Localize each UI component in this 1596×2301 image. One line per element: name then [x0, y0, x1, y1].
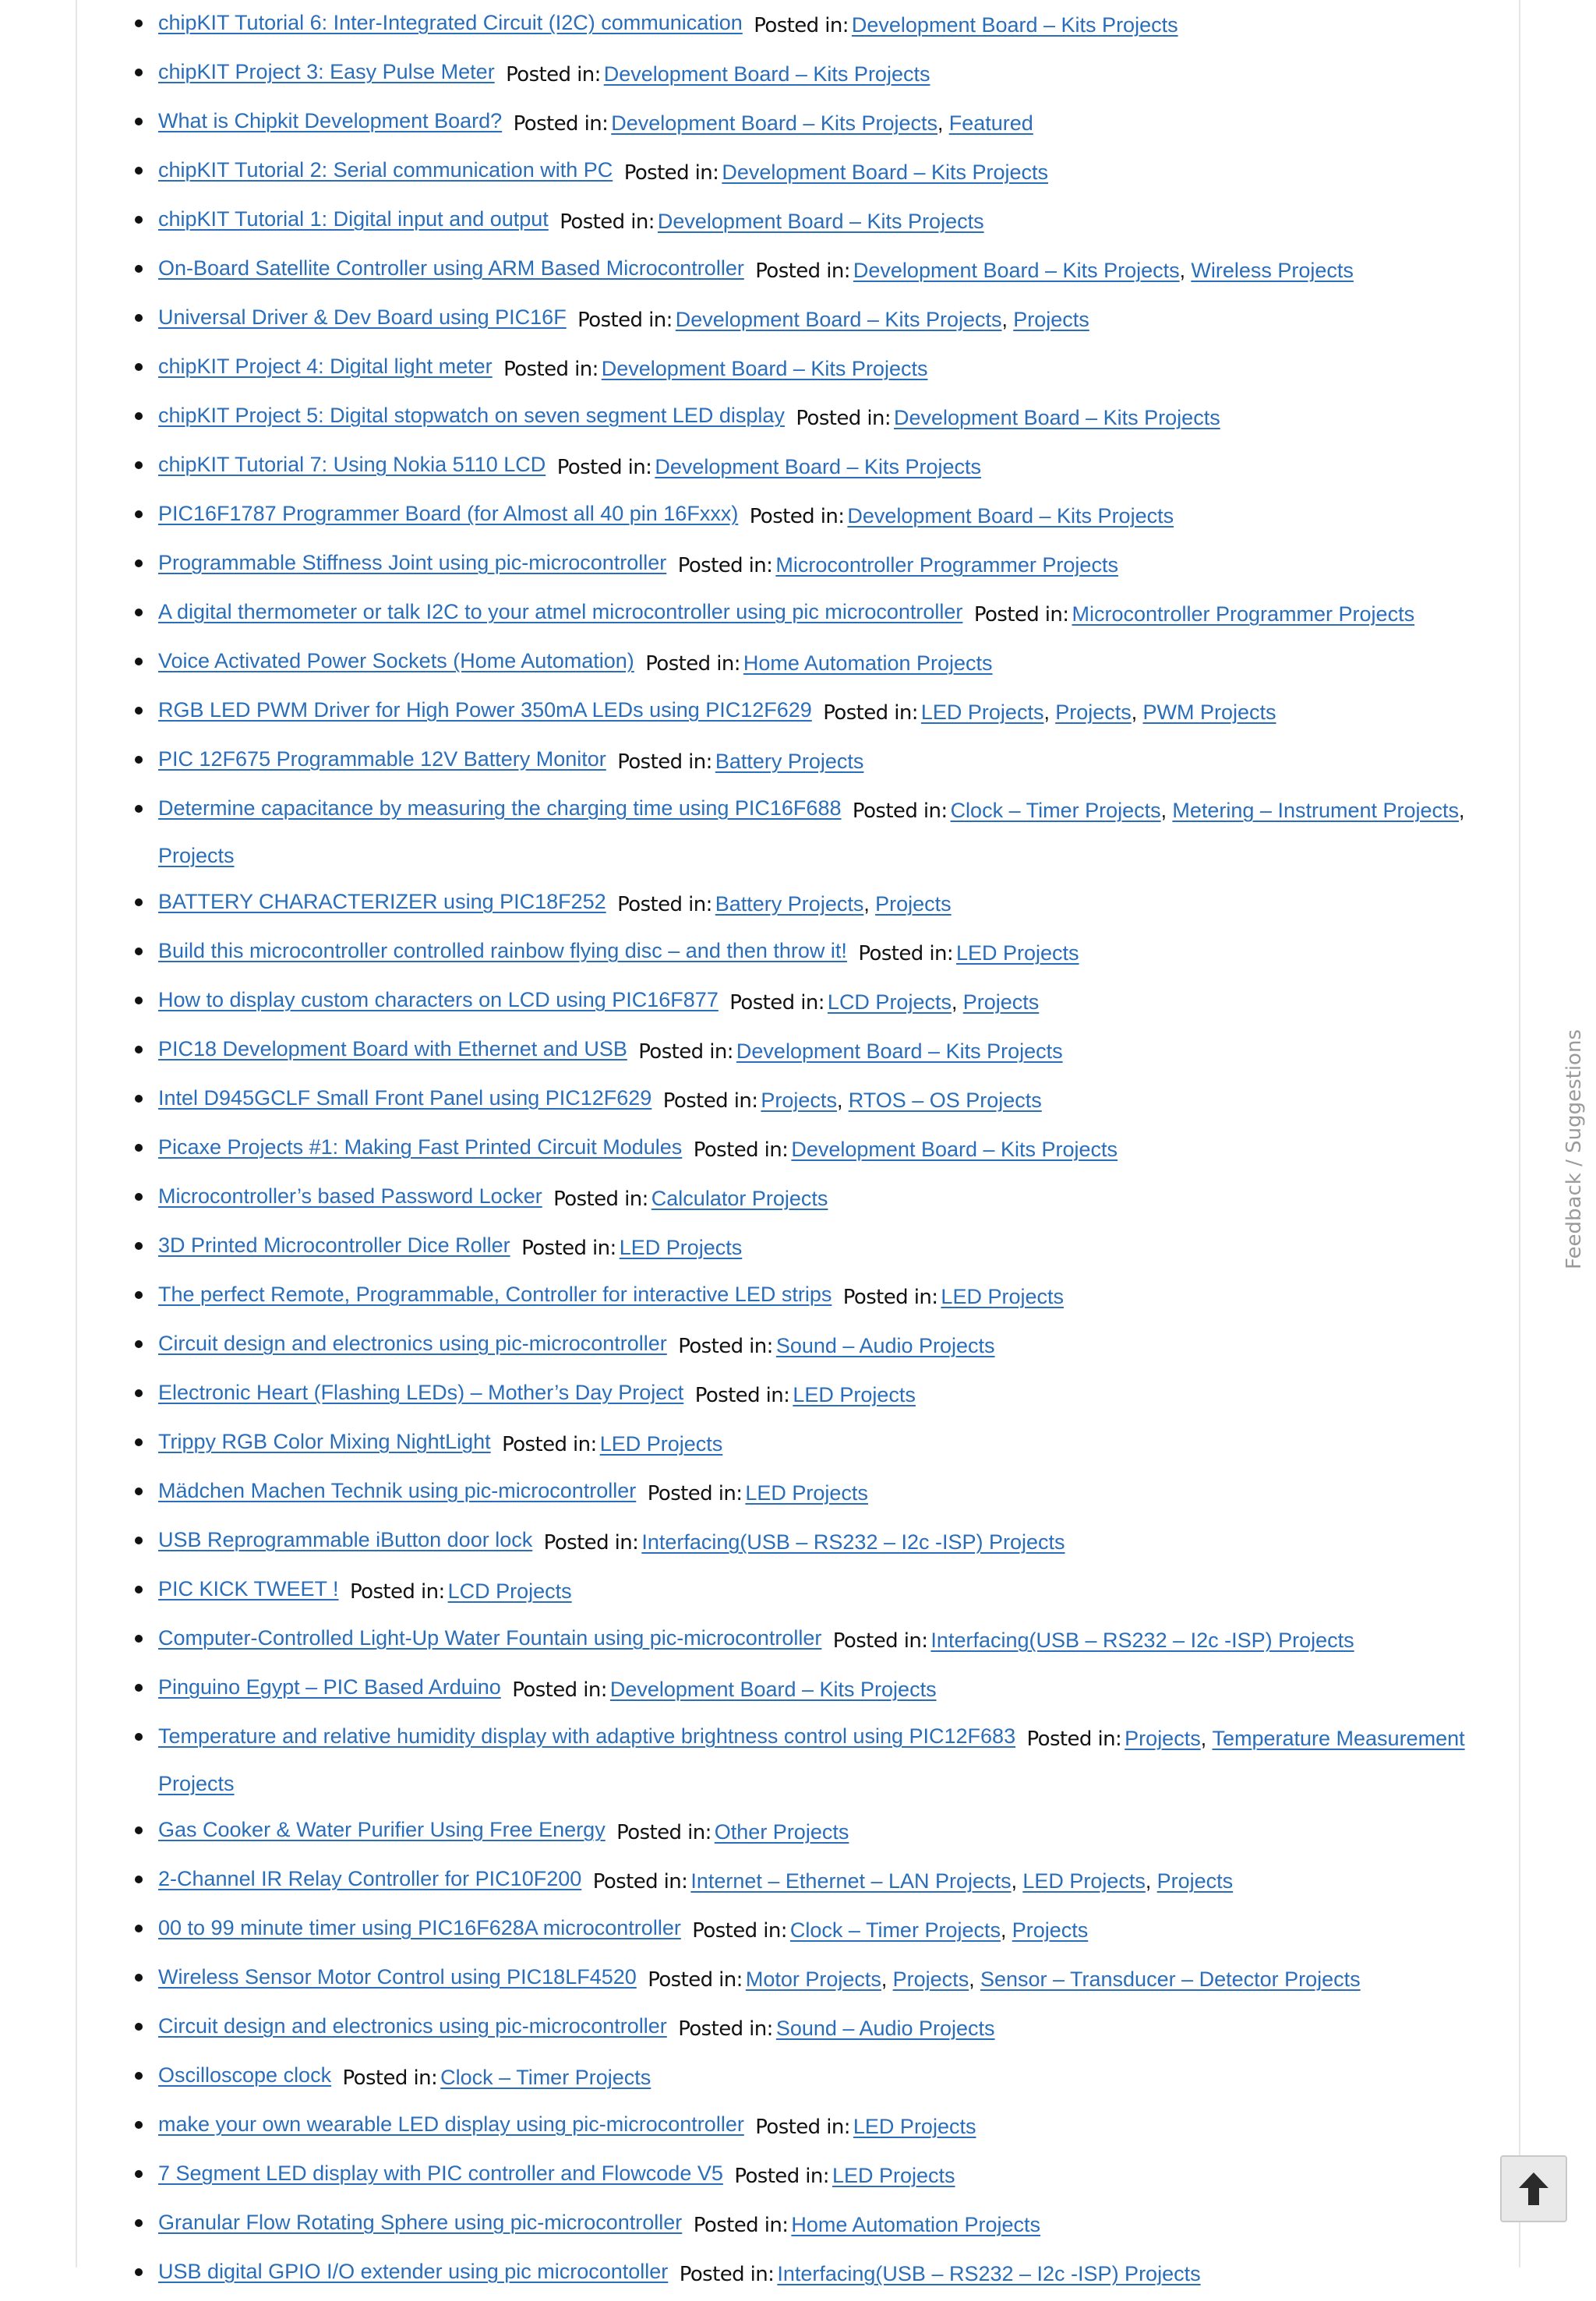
category-link[interactable]: Featured: [948, 111, 1033, 135]
posted-in-label: Posted in:: [506, 63, 601, 86]
posted-in-label: Posted in:: [755, 2116, 850, 2139]
category-link[interactable]: LED Projects: [599, 1432, 723, 1456]
category-separator: ,: [1011, 1869, 1023, 1893]
posted-in-label: Posted in:: [349, 1580, 445, 1604]
posted-in-label: Posted in:: [623, 161, 719, 185]
posted-in-label: Posted in:: [616, 1821, 711, 1844]
post-list-item: [158, 396, 1483, 441]
category-link[interactable]: Interfacing(USB – RS232 – I2c -ISP) Projects: [777, 2262, 1201, 2285]
category-link[interactable]: Development Board – Kits Projects: [722, 161, 1049, 184]
post-title-link[interactable]: RGB LED PWM Driver for High Power 350mA LEDs using PIC12F629: [158, 698, 812, 722]
posted-in-label: Posted in:: [678, 1335, 773, 1358]
posted-in-label: Posted in:: [694, 1384, 790, 1407]
post-list-item: [158, 1422, 1483, 1467]
category-separator: ,: [863, 892, 876, 916]
post-list-item: [158, 980, 1483, 1025]
category-link[interactable]: Development Board – Kits Projects: [894, 406, 1220, 429]
post-list-item: [158, 931, 1483, 976]
posted-in-label: Posted in:: [832, 1629, 928, 1653]
category-separator: ,: [1043, 701, 1056, 724]
posted-in-label: Posted in:: [556, 456, 652, 479]
post-title-link[interactable]: Programmable Stiffness Joint using pic-microcontroller: [158, 551, 667, 574]
post-list-item: [158, 1908, 1483, 1953]
category-link[interactable]: Development Board – Kits Projects: [791, 1138, 1118, 1161]
posted-in-label: Posted in:: [729, 991, 824, 1015]
category-link[interactable]: Other Projects: [714, 1820, 849, 1844]
posted-in-label: Posted in:: [645, 652, 740, 676]
category-link[interactable]: Projects: [1055, 701, 1132, 724]
post-title-link[interactable]: USB Reprogrammable iButton door lock: [158, 1528, 533, 1551]
category-link[interactable]: Motor Projects: [745, 1967, 881, 1991]
post-list-item: [158, 739, 1483, 785]
posted-in-label: Posted in:: [1026, 1728, 1122, 1751]
posted-in-label: Posted in:: [734, 2165, 829, 2188]
post-list-item: [158, 150, 1483, 196]
post-list-item: [158, 1029, 1483, 1075]
category-link[interactable]: Development Board – Kits Projects: [675, 308, 1002, 331]
category-link[interactable]: Home Automation Projects: [743, 651, 993, 675]
post-list-item: [158, 199, 1483, 245]
category-link[interactable]: Projects: [158, 844, 235, 867]
post-list-item: [158, 1569, 1483, 1615]
category-link[interactable]: Home Automation Projects: [791, 2213, 1041, 2236]
post-list-item: [158, 1078, 1483, 1124]
posted-in-label: Posted in:: [560, 210, 655, 234]
post-list: [158, 3, 1483, 2301]
category-separator: ,: [1160, 799, 1173, 822]
category-link[interactable]: Projects: [1012, 1918, 1089, 1942]
posted-in-label: Posted in:: [617, 893, 712, 916]
category-link[interactable]: Projects: [1156, 1869, 1234, 1893]
post-title-link[interactable]: Universal Driver & Dev Board using PIC16F: [158, 305, 567, 329]
post-list-item: [158, 882, 1483, 927]
category-link[interactable]: Temperature Measurement Projects: [158, 1727, 1465, 1795]
posted-in-label: Posted in:: [693, 1138, 789, 1162]
post-list-item: [158, 445, 1483, 490]
post-title-link[interactable]: 2-Channel IR Relay Controller for PIC10F200: [158, 1867, 582, 1890]
post-title-link[interactable]: On-Board Satellite Controller using ARM Based Microcontroller: [158, 256, 744, 280]
post-list-item: [158, 1226, 1483, 1271]
posted-in-label: Posted in:: [543, 1531, 639, 1555]
category-separator: ,: [1200, 1727, 1213, 1750]
post-title-link[interactable]: 7 Segment LED display with PIC controller and Flowcode V5: [158, 2162, 723, 2185]
post-title-link[interactable]: Voice Activated Power Sockets (Home Automation): [158, 649, 634, 672]
category-separator: ,: [1000, 1918, 1012, 1942]
post-list-item: [158, 2105, 1483, 2150]
post-title-link[interactable]: Build this microcontroller controlled rainbow flying disc – and then throw it!: [158, 939, 847, 962]
post-title-link[interactable]: Computer-Controlled Light-Up Water Fountain using pic-microcontroller: [158, 1626, 822, 1650]
posted-in-label: Posted in:: [678, 2017, 773, 2041]
post-title-link[interactable]: Gas Cooker & Water Purifier Using Free Energy: [158, 1818, 606, 1841]
posted-in-label: Posted in:: [617, 750, 712, 774]
posted-in-label: Posted in:: [502, 1433, 597, 1456]
post-title-link[interactable]: What is Chipkit Development Board?: [158, 109, 503, 132]
post-title-link[interactable]: 3D Printed Microcontroller Dice Roller: [158, 1233, 510, 1257]
post-list-item: [158, 592, 1483, 637]
category-link[interactable]: Battery Projects: [715, 892, 864, 916]
category-link[interactable]: LCD Projects: [447, 1579, 572, 1603]
post-title-link[interactable]: PIC16F1787 Programmer Board (for Almost all 40 pin 16Fxxx): [158, 502, 739, 525]
category-link[interactable]: Sound – Audio Projects: [775, 1334, 995, 1357]
category-separator: ,: [836, 1089, 849, 1112]
post-list-item: [158, 1324, 1483, 1369]
posted-in-label: Posted in:: [638, 1040, 733, 1064]
post-list-item: [158, 3, 1483, 48]
category-link[interactable]: Development Board – Kits Projects: [655, 455, 982, 478]
category-separator: ,: [881, 1967, 893, 1991]
category-link[interactable]: Microcontroller Programmer Projects: [1072, 602, 1415, 626]
post-title-link[interactable]: BATTERY CHARACTERIZER using PIC18F252: [158, 890, 606, 913]
post-list-item: [158, 2252, 1483, 2297]
post-title-link[interactable]: PIC18 Development Board with Ethernet and USB: [158, 1037, 627, 1061]
post-title-link[interactable]: Mädchen Machen Technik using pic-microcontroller: [158, 1479, 637, 1502]
post-list-item: [158, 1373, 1483, 1418]
post-list-item: [158, 2056, 1483, 2101]
category-link[interactable]: LED Projects: [745, 1481, 868, 1505]
posted-in-label: Posted in:: [521, 1237, 616, 1260]
posted-in-label: Posted in:: [342, 2066, 438, 2090]
post-title-link[interactable]: Pinguino Egypt – PIC Based Arduino: [158, 1675, 501, 1699]
posted-in-label: Posted in:: [662, 1089, 758, 1113]
posted-in-label: Posted in:: [679, 2263, 775, 2286]
category-link[interactable]: Wireless Projects: [1191, 259, 1354, 282]
category-link[interactable]: Sensor – Transducer – Detector Projects: [980, 1967, 1361, 1991]
posted-in-label: Posted in:: [842, 1286, 938, 1309]
category-separator: ,: [1001, 308, 1014, 331]
category-link[interactable]: Projects: [1013, 308, 1089, 331]
category-link[interactable]: Projects: [875, 892, 952, 916]
category-separator: ,: [951, 990, 963, 1014]
category-link[interactable]: Development Board – Kits Projects: [611, 111, 937, 135]
post-title-link[interactable]: Trippy RGB Color Mixing NightLight: [158, 1430, 491, 1453]
category-link[interactable]: Interfacing(USB – RS232 – I2c -ISP) Projects: [641, 1530, 1065, 1554]
category-link[interactable]: Clock – Timer Projects: [789, 1918, 1001, 1942]
category-link[interactable]: Development Board – Kits Projects: [847, 504, 1174, 528]
category-link[interactable]: Projects: [892, 1967, 969, 1991]
post-title-link[interactable]: chipKIT Tutorial 1: Digital input and output: [158, 207, 549, 231]
post-list-item: [158, 1618, 1483, 1664]
post-title-link[interactable]: chipKIT Project 3: Easy Pulse Meter: [158, 60, 495, 83]
feedback-tab[interactable]: [1557, 1029, 1591, 1269]
post-title-link[interactable]: Microcontroller’s based Password Locker: [158, 1184, 542, 1208]
post-title-link[interactable]: chipKIT Tutorial 6: Inter-Integrated Circuit (I2C) communication: [158, 11, 743, 34]
posted-in-label: Posted in:: [677, 554, 773, 577]
category-separator: ,: [1179, 259, 1192, 282]
post-title-link[interactable]: Oscilloscope clock: [158, 2063, 332, 2087]
category-link[interactable]: LED Projects: [619, 1236, 743, 1259]
post-list-item: [158, 1717, 1483, 1806]
category-separator: ,: [1145, 1869, 1157, 1893]
category-link[interactable]: Development Board – Kits Projects: [853, 259, 1180, 282]
category-separator: ,: [1459, 799, 1465, 822]
posted-in-label: Posted in:: [553, 1188, 648, 1211]
category-link[interactable]: Development Board – Kits Projects: [657, 210, 984, 233]
posted-in-label: Posted in:: [648, 1968, 743, 1992]
arrow-up-icon: [1517, 2171, 1550, 2207]
category-link[interactable]: Projects: [761, 1089, 837, 1112]
posted-in-label: Posted in:: [693, 2214, 789, 2237]
post-list-item: [158, 347, 1483, 392]
category-link[interactable]: Projects: [962, 990, 1040, 1014]
posted-in-label: Posted in:: [823, 701, 918, 725]
post-list-item: [158, 298, 1483, 343]
post-list-item: [158, 1668, 1483, 1713]
category-link[interactable]: LED Projects: [956, 941, 1079, 965]
category-separator: ,: [1131, 701, 1143, 724]
category-link[interactable]: Internet – Ethernet – LAN Projects: [690, 1869, 1012, 1893]
post-list-item: [158, 789, 1483, 878]
category-link[interactable]: Development Board – Kits Projects: [603, 62, 930, 86]
feedback-label: Feedback / Suggestions: [1562, 1029, 1586, 1269]
posted-in-label: Posted in:: [858, 942, 953, 965]
post-list-item: [158, 249, 1483, 294]
category-separator: ,: [937, 111, 949, 135]
back-to-top-button[interactable]: [1500, 2155, 1567, 2222]
category-link[interactable]: Clock – Timer Projects: [950, 799, 1161, 822]
posted-in-label: Posted in:: [755, 259, 850, 283]
posted-in-label: Posted in:: [796, 407, 891, 430]
category-link[interactable]: RTOS – OS Projects: [848, 1089, 1042, 1112]
category-link[interactable]: PWM Projects: [1142, 701, 1276, 724]
posted-in-label: Posted in:: [577, 309, 673, 332]
category-link[interactable]: Development Board – Kits Projects: [601, 357, 928, 380]
post-list-item: [158, 1471, 1483, 1516]
post-title-link[interactable]: Granular Flow Rotating Sphere using pic-microcontroller: [158, 2211, 683, 2234]
category-link[interactable]: Development Board – Kits Projects: [851, 13, 1178, 37]
category-link[interactable]: LED Projects: [793, 1383, 916, 1406]
post-title-link[interactable]: USB digital GPIO I/O extender using pic microcontoller: [158, 2260, 669, 2283]
post-title-link[interactable]: chipKIT Tutorial 7: Using Nokia 5110 LCD: [158, 453, 546, 476]
post-list-item: [158, 543, 1483, 588]
post-title-link[interactable]: Determine capacitance by measuring the charging time using PIC16F688: [158, 796, 842, 820]
category-link[interactable]: Calculator Projects: [651, 1187, 828, 1210]
category-link[interactable]: Sound – Audio Projects: [775, 2017, 995, 2040]
post-list-item: [158, 494, 1483, 539]
posted-in-label: Posted in:: [647, 1482, 743, 1505]
post-title-link[interactable]: Picaxe Projects #1: Making Fast Printed Circuit Modules: [158, 1135, 683, 1159]
posted-in-label: Posted in:: [973, 603, 1069, 626]
posted-in-label: Posted in:: [749, 505, 845, 528]
post-list-item: [158, 101, 1483, 146]
post-list-item: [158, 1128, 1483, 1173]
post-title-link[interactable]: How to display custom characters on LCD using PIC16F877: [158, 988, 719, 1011]
post-title-link[interactable]: Electronic Heart (Flashing LEDs) – Mother’s Day Project: [158, 1381, 684, 1404]
post-title-link[interactable]: make your own wearable LED display using pic-microcontroller: [158, 2112, 744, 2136]
category-link[interactable]: Development Board – Kits Projects: [736, 1039, 1063, 1063]
post-list-item: [158, 641, 1483, 686]
post-title-link[interactable]: 00 to 99 minute timer using PIC16F628A microcontroller: [158, 1916, 681, 1939]
category-link[interactable]: Interfacing(USB – RS232 – I2c -ISP) Projects: [930, 1629, 1354, 1652]
posted-in-label: Posted in:: [692, 1919, 787, 1943]
post-title-link[interactable]: The perfect Remote, Programmable, Controller for interactive LED strips: [158, 1283, 832, 1306]
post-title-link[interactable]: chipKIT Project 5: Digital stopwatch on seven segment LED display: [158, 404, 785, 427]
category-link[interactable]: LED Projects: [1022, 1869, 1146, 1893]
post-list-item: [158, 2203, 1483, 2248]
posted-in-label: Posted in:: [754, 14, 849, 37]
category-link[interactable]: Microcontroller Programmer Projects: [775, 553, 1118, 577]
category-link[interactable]: Battery Projects: [715, 750, 864, 773]
post-list-item: [158, 1177, 1483, 1222]
post-title-link[interactable]: Wireless Sensor Motor Control using PIC18LF4520: [158, 1965, 637, 1989]
posted-in-label: Posted in:: [592, 1870, 688, 1893]
post-list-item: [158, 690, 1483, 736]
category-link[interactable]: Projects: [1125, 1727, 1201, 1750]
posted-in-label: Posted in:: [503, 358, 598, 381]
post-title-link[interactable]: chipKIT Project 4: Digital light meter: [158, 355, 493, 378]
post-title-link[interactable]: A digital thermometer or talk I2C to your atmel microcontroller using pic microcontroller: [158, 600, 963, 623]
post-list-item: [158, 2006, 1483, 2052]
category-link[interactable]: LCD Projects: [827, 990, 952, 1014]
posted-in-label: Posted in:: [513, 112, 609, 136]
post-list-item: [158, 52, 1483, 97]
posted-in-label: Posted in:: [852, 799, 948, 823]
category-link[interactable]: Metering – Instrument Projects: [1172, 799, 1460, 822]
category-link[interactable]: Development Board – Kits Projects: [609, 1678, 937, 1701]
category-link[interactable]: LED Projects: [920, 701, 1044, 724]
post-title-link[interactable]: PIC 12F675 Programmable 12V Battery Monitor: [158, 747, 606, 771]
post-title-link[interactable]: Circuit design and electronics using pic-microcontroller: [158, 2014, 667, 2038]
category-link[interactable]: Clock – Timer Projects: [440, 2066, 651, 2089]
category-separator: ,: [969, 1967, 980, 1991]
post-title-link[interactable]: PIC KICK TWEET !: [158, 1577, 339, 1600]
post-title-link[interactable]: Temperature and relative humidity display with adaptive brightness control using PIC12F683: [158, 1724, 1016, 1748]
category-link[interactable]: LED Projects: [941, 1285, 1064, 1308]
post-list-item: [158, 1520, 1483, 1565]
post-title-link[interactable]: Circuit design and electronics using pic-microcontroller: [158, 1332, 667, 1355]
category-link[interactable]: LED Projects: [832, 2164, 955, 2187]
post-title-link[interactable]: chipKIT Tutorial 2: Serial communication with PC: [158, 158, 613, 182]
posted-in-label: Posted in:: [512, 1678, 607, 1702]
post-list-item: [158, 1810, 1483, 1855]
post-title-link[interactable]: Intel D945GCLF Small Front Panel using PIC12F629: [158, 1086, 652, 1110]
post-list-item: [158, 1275, 1483, 1320]
post-list-item: [158, 1957, 1483, 2003]
category-link[interactable]: LED Projects: [853, 2115, 976, 2138]
post-list-item: [158, 2154, 1483, 2199]
post-list-item: [158, 1859, 1483, 1904]
